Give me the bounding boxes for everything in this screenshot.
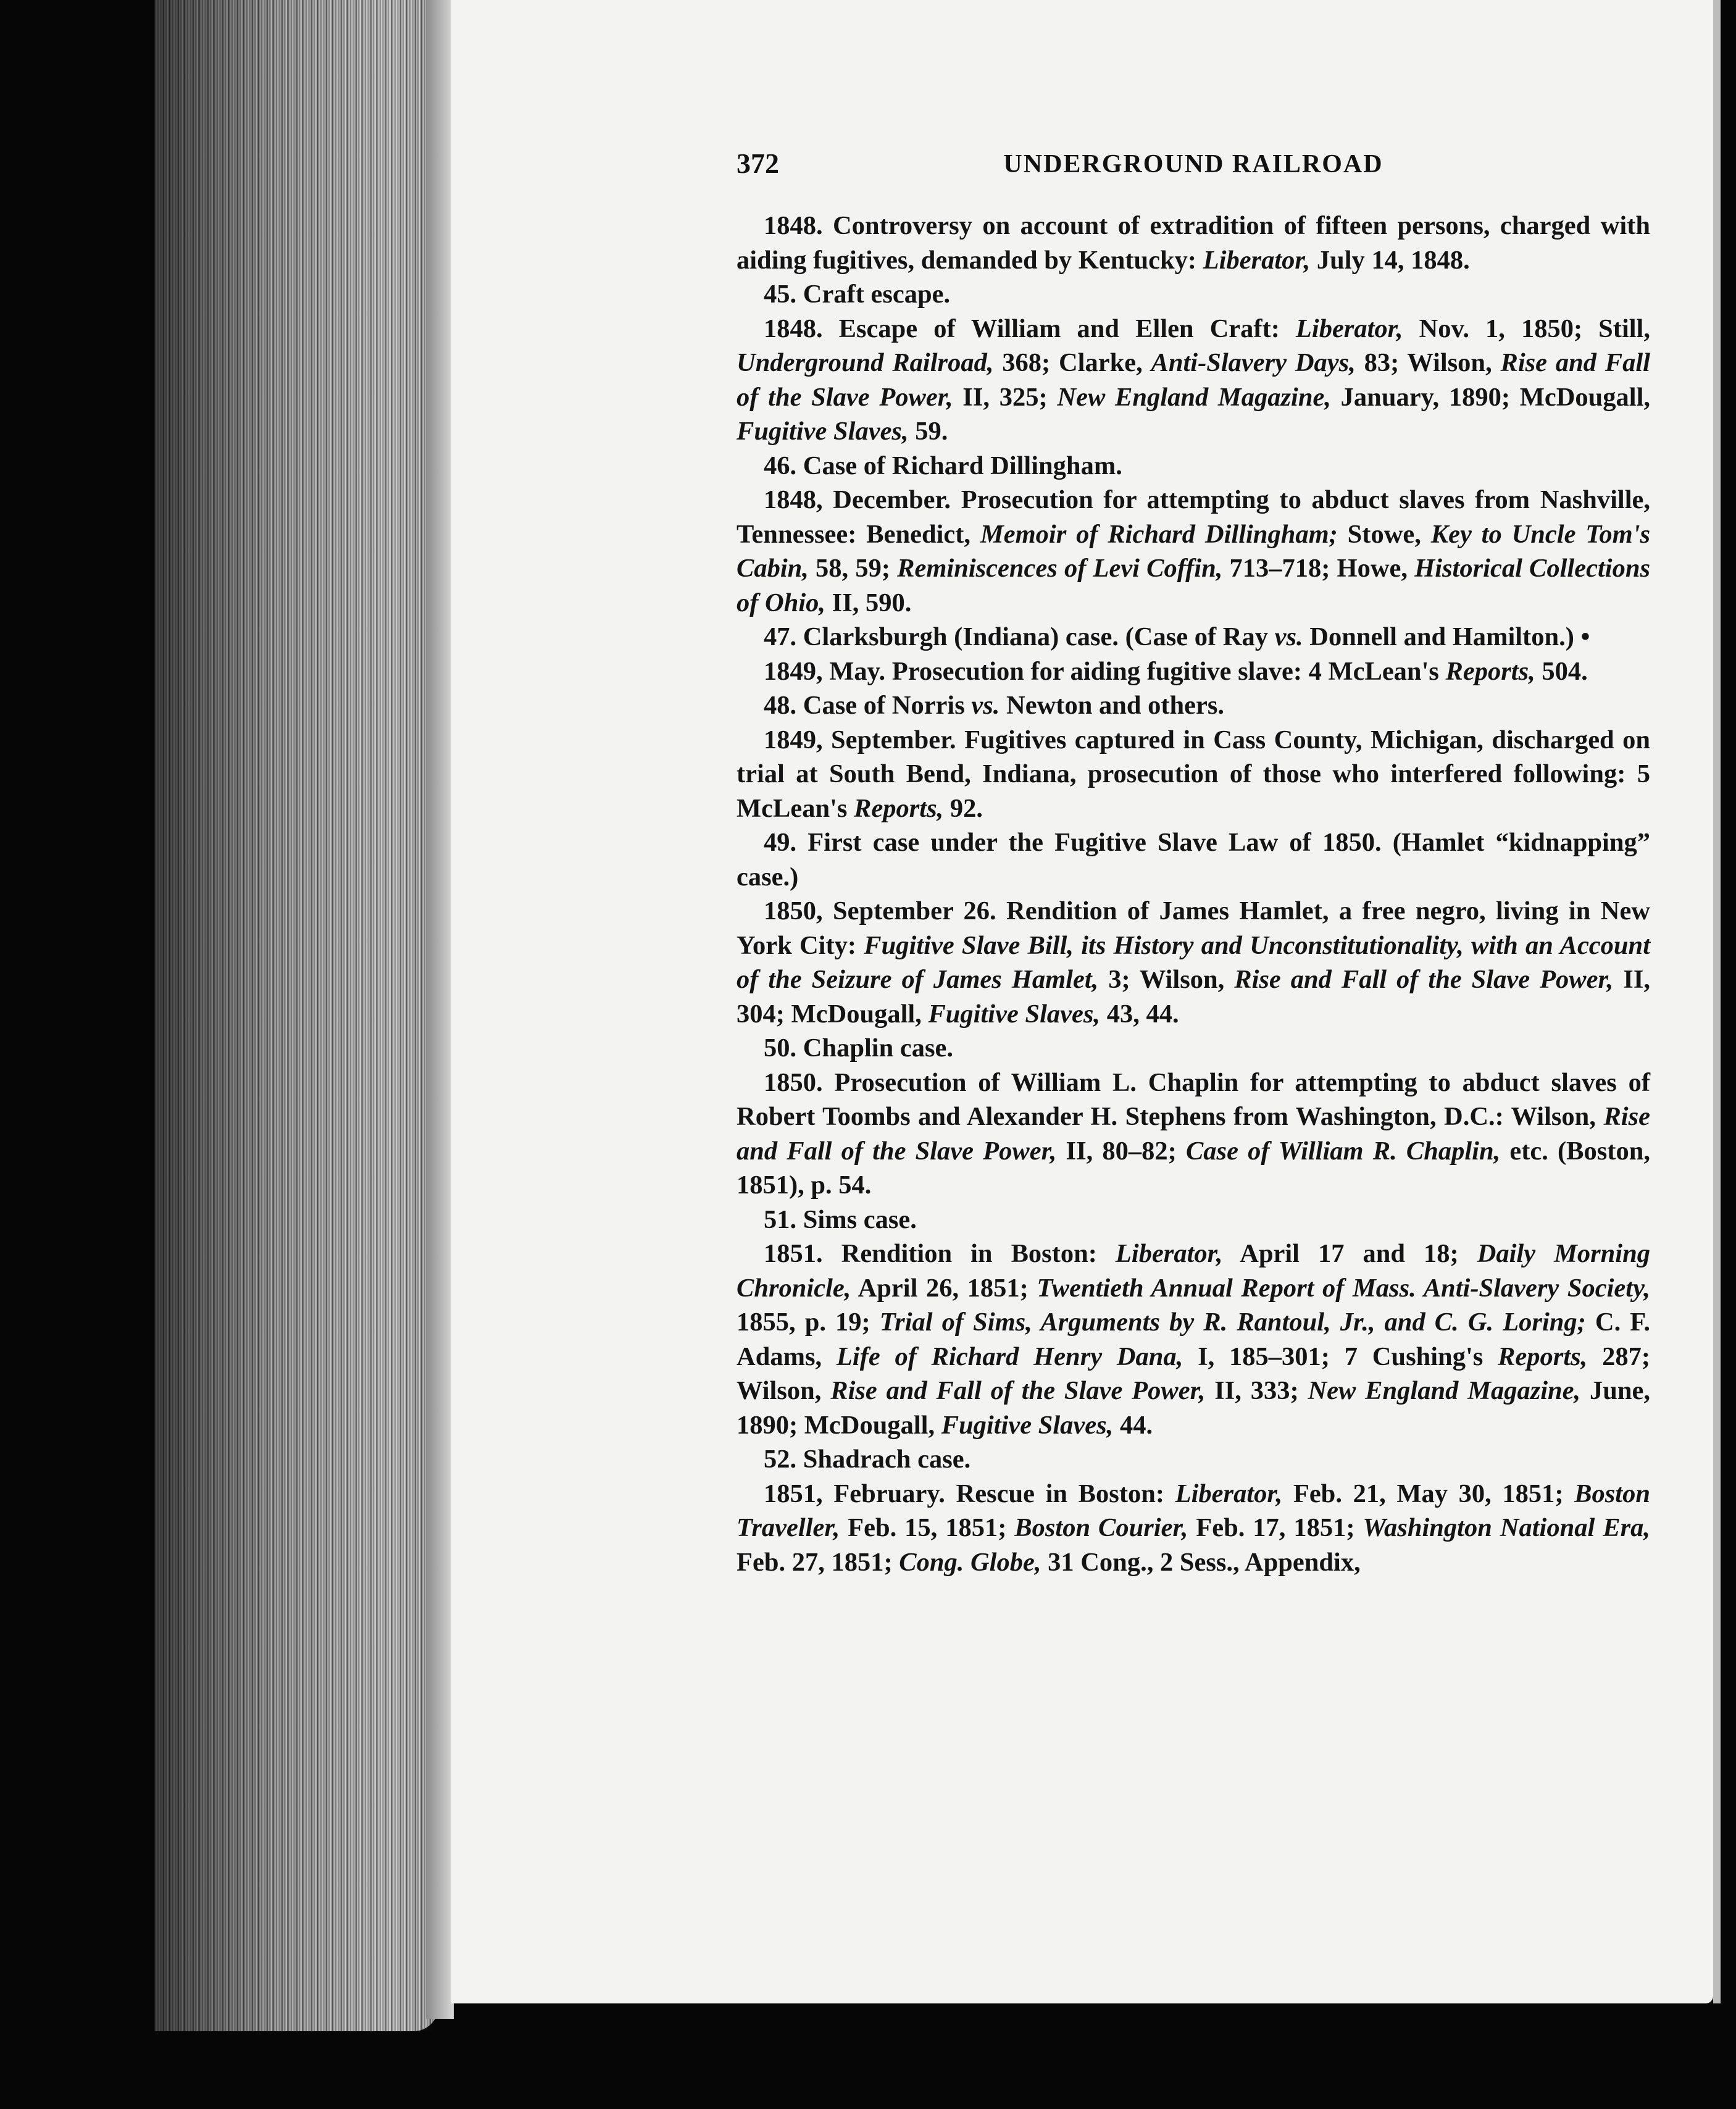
entry-text: 1849, September. Fugitives captured in Cass County, Michigan, discharged on trial at South Bend, Indiana, prosecution of those who interfered following: 5 McLean's (737, 725, 1650, 823)
entry-text: 83; Wilson, (1355, 348, 1501, 377)
page-number: 372 (737, 148, 779, 179)
bibliography-entry (737, 894, 1650, 1031)
page-right-edge (1713, 0, 1721, 2003)
italic-title-text: Life of Richard Henry Dana, (836, 1342, 1183, 1371)
entry-text: I, 185–301; 7 Cushing's (1183, 1342, 1498, 1371)
italic-title-text: Reports, (1498, 1342, 1588, 1371)
bibliography-entry (737, 1442, 1650, 1477)
entry-text: 58, 59; (808, 554, 898, 583)
entry-text: June, 1890; McDougall, (737, 1376, 1651, 1440)
italic-title-text: Underground Railroad, (737, 348, 994, 377)
italic-title-text: Cong. Globe, (899, 1547, 1041, 1577)
entry-text: II, 80–82; (1056, 1136, 1186, 1166)
entry-text: II, 304; McDougall, (737, 965, 1650, 1029)
italic-title-text: Boston Traveller, (737, 1479, 1650, 1542)
italic-title-text: New England Magazine, (1308, 1376, 1581, 1405)
italic-title-text: Reports, (1445, 656, 1535, 686)
entry-text: 48. Case of Norris (764, 691, 972, 720)
running-title: UNDERGROUND RAILROAD (1003, 150, 1383, 178)
italic-title-text: Reminiscences of Levi Coffin, (897, 554, 1223, 583)
italic-title-text: Liberator, (1203, 245, 1311, 275)
entry-text: 50. Chaplin case. (764, 1034, 953, 1063)
entry-text: Feb. 21, May 30, 1851; (1282, 1479, 1575, 1508)
entry-text: 92. (943, 793, 983, 823)
entry-text: 51. Sims case. (764, 1205, 917, 1234)
entry-text: etc. (Boston, 1851), p. 54. (737, 1136, 1650, 1200)
entry-text: 44. (1113, 1410, 1153, 1440)
bibliography-entry (737, 483, 1650, 620)
italic-title-text: Daily Morning Chronicle, (737, 1239, 1650, 1303)
entry-text: 1850. Prosecution of William L. Chaplin for attempting to abduct slaves of Robert Toombs and Alexander H. Stephens from Washington, D.C.: Wilson, (737, 1067, 1650, 1131)
bibliography-entry (737, 1237, 1650, 1442)
italic-title-text: Historical Collections of Ohio, (737, 554, 1651, 617)
italic-title-text: Twentieth Annual Report of Mass. Anti-Slavery Society, (1037, 1273, 1650, 1303)
italic-title-text: New England Magazine, (1057, 382, 1331, 412)
entry-text: C. F. Adams, (737, 1308, 1650, 1371)
bibliography-entry (737, 1066, 1650, 1203)
italic-title-text: vs. (971, 691, 1000, 720)
book-page-edges (154, 0, 438, 2031)
entry-text: Feb. 17, 1851; (1188, 1513, 1363, 1542)
entry-text: 1849, May. Prosecution for aiding fugitive slave: 4 McLean's (764, 656, 1446, 686)
entry-text: II, 590. (825, 588, 912, 617)
bibliography-entry (737, 825, 1650, 894)
italic-title-text: Rise and Fall of the Slave Power, (737, 1102, 1650, 1166)
entry-text: 1855, p. 19; (737, 1308, 880, 1337)
entry-text: 52. Shadrach case. (764, 1445, 971, 1474)
italic-title-text: Rise and Fall of the Slave Power, (830, 1376, 1206, 1405)
entry-text: 31 Cong., 2 Sess., Appendix, (1041, 1547, 1361, 1577)
entry-text: II, 325; (953, 382, 1058, 412)
italic-title-text: Trial of Sims, Arguments by R. Rantoul, Jr., and C. G. Loring; (879, 1308, 1586, 1337)
italic-title-text: Rise and Fall of the Slave Power, (737, 348, 1650, 412)
entry-text: 1851, February. Rescue in Boston: (764, 1479, 1175, 1508)
entry-text: April 26, 1851; (851, 1273, 1037, 1303)
entry-text: 368; Clarke, (993, 348, 1151, 377)
italic-title-text: Key to Uncle Tom's Cabin, (737, 519, 1651, 583)
entry-text: Stowe, (1337, 519, 1431, 549)
italic-title-text: Reports, (854, 793, 944, 823)
italic-title-text: Fugitive Slave Bill, its History and Unconstitutionality, with an Account of the Seizure of James Hamlet, (737, 930, 1650, 994)
entry-text: 46. Case of Richard Dillingham. (764, 451, 1122, 480)
entry-text: 1851. Rendition in Boston: (764, 1239, 1116, 1268)
italic-title-text: Anti-Slavery Days, (1151, 348, 1356, 377)
italic-title-text: Case of William R. Chaplin, (1185, 1136, 1501, 1166)
entry-text: July 14, 1848. (1310, 245, 1470, 275)
entry-text: 1848, December. Prosecution for attempting to abduct slaves from Nashville, Tennessee: Benedict, (737, 485, 1650, 549)
italic-title-text: Liberator, (1115, 1239, 1223, 1268)
bibliography-entry (737, 688, 1650, 723)
entry-text: Feb. 27, 1851; (737, 1547, 899, 1577)
bibliography-entry (737, 1203, 1650, 1237)
entry-text: Nov. 1, 1850; Still, (1403, 314, 1650, 343)
bibliography-entry (737, 209, 1650, 277)
bibliography-entry (737, 1477, 1650, 1580)
running-head (737, 147, 1650, 184)
entry-text: 287; Wilson, (737, 1342, 1650, 1405)
entry-text: 49. First case under the Fugitive Slave Law of 1850. (Hamlet “kidnapping” case.) (737, 828, 1650, 892)
italic-title-text: Liberator, (1295, 314, 1403, 343)
page-body-text (737, 209, 1650, 1579)
bibliography-entry (737, 723, 1650, 826)
bibliography-entry (737, 312, 1650, 449)
entry-text: 1848. Controversy on account of extradition of fifteen persons, charged with aiding fugitives, demanded by Kentucky: (737, 211, 1650, 275)
italic-title-text: vs. (1274, 622, 1303, 651)
entry-text: Feb. 15, 1851; (840, 1513, 1015, 1542)
italic-title-text: Fugitive Slaves, (941, 1410, 1114, 1440)
entry-text: 713–718; Howe, (1222, 554, 1415, 583)
entry-text: 504. (1535, 656, 1588, 686)
italic-title-text: Memoir of Richard Dillingham; (980, 519, 1338, 549)
entry-text: 45. Craft escape. (764, 280, 951, 309)
binding-shadow (426, 0, 454, 2019)
bibliography-entry (737, 277, 1650, 312)
entry-text: 1850, September 26. Rendition of James Hamlet, a free negro, living in New York City: (737, 896, 1650, 960)
italic-title-text: Rise and Fall of the Slave Power, (1234, 965, 1614, 994)
entry-text: April 17 and 18; (1222, 1239, 1477, 1268)
italic-title-text: Fugitive Slaves, (737, 417, 909, 446)
entry-text: 3; Wilson, (1098, 965, 1235, 994)
italic-title-text: Washington National Era, (1363, 1513, 1650, 1542)
entry-text: Newton and others. (999, 691, 1225, 720)
italic-title-text: Fugitive Slaves, (928, 999, 1101, 1029)
entry-text: 47. Clarksburgh (Indiana) case. (Case of Ray (764, 622, 1275, 651)
entry-text: 59. (908, 417, 948, 446)
entry-text: January, 1890; McDougall, (1330, 382, 1651, 412)
italic-title-text: Boston Courier, (1014, 1513, 1188, 1542)
entry-text: 43, 44. (1100, 999, 1179, 1029)
bibliography-entry (737, 654, 1650, 689)
entry-text: 1848. Escape of William and Ellen Craft: (764, 314, 1296, 343)
bibliography-entry (737, 1031, 1650, 1066)
bibliography-entry (737, 620, 1650, 654)
bibliography-entry (737, 449, 1650, 483)
entry-text: II, 333; (1205, 1376, 1308, 1405)
entry-text: Donnell and Hamilton.) • (1303, 622, 1590, 651)
italic-title-text: Liberator, (1175, 1479, 1283, 1508)
